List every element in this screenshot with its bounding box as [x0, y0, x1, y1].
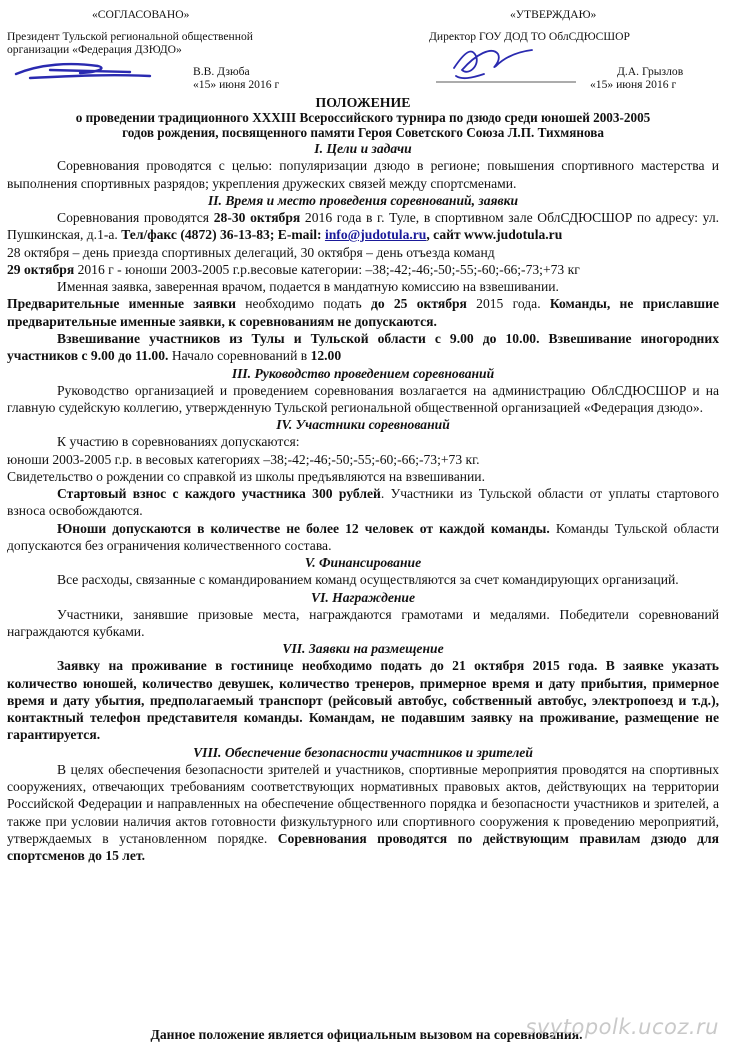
prelim-warning: Команды, не приславшие предварительные именные заявки, к соревнованиям не допускаются. [7, 296, 719, 329]
weigh-in-times: Взвешивание участников из Тулы и Тульской области с 9.00 до 10.00. Взвешивание иногородних участников с 9.00 до 11.00. [7, 331, 719, 364]
approval-left-label: «СОГЛАСОВАНО» [92, 8, 190, 21]
approver-left-name: В.В. Дзюба [193, 65, 250, 78]
section-1-text: Соревнования проводятся с целью: популяризации дзюдо в регионе; повышения спортивного мастерства и выполнения спортивных разрядов; укрепления дружеских связей между спортсменами. [7, 158, 719, 191]
section-7-text: Заявку на проживание в гостинице необходимо подать до 21 октября 2015 года. В заявке указать количество юношей, количество девушек, количество тренеров, примерное время и дату прибытия, примерное время и дату убытия, предполагаемый транспорт (рейсовый автобус, собственный автобус, электропоезд и т.д.), контактный телефон представителя команды. Командам, не подавшим заявку на проживание, размещение не гарантируется. [7, 658, 719, 743]
prelim-deadline: до 25 октября [370, 296, 467, 312]
arrival-line: 28 октября – день приезда спортивных делегаций, 30 октября – день отъезда команд [7, 244, 495, 260]
prelim-mid: необходимо подать [235, 296, 371, 312]
competition-day-categories: 2016 г - юноши 2003-2005 г.р.весовые категории: –38;-42;-46;-50;-55;-60;-66;-73;+73 кг [74, 261, 580, 277]
venue-contacts: Тел/факс (4872) 36-13-83; E-mail: [121, 227, 325, 243]
named-application-text: Именная заявка, заверенная врачом, подается в мандатную комиссию на взвешивании. [57, 279, 559, 295]
right-signature-icon [432, 40, 582, 86]
document-subtitle-line2: годов рождения, посвященного памяти Героя Советского Союза Л.П. Тихмянова [122, 124, 604, 140]
section-8-rules: Соревнования проводятся по действующим правилам дзюдо для спортсменов до 15 лет. [7, 830, 719, 864]
site-watermark: svytopolk.ucoz.ru [525, 1015, 719, 1039]
entry-fee-bold: Стартовый взнос с каждого участника 300 рублей [57, 486, 381, 502]
entry-fee-rest: . Участники из Тульской области от уплаты стартового взноса освобождаются. [7, 486, 719, 519]
section-3-text: Руководство организацией и проведением соревнования возлагается на администрацию ОблСДЮСШОР и на главную судейскую коллегию, утвержденную Тульской региональной общественной организацией «Федерация дзюдо». [7, 382, 719, 415]
section-4-line1: К участию в соревнованиях допускаются: [57, 434, 300, 450]
approval-right-label: «УТВЕРЖДАЮ» [510, 8, 597, 21]
left-signature-icon [10, 56, 160, 86]
section-6-text: Участники, занявшие призовые места, награждаются грамотами и медалями. Победители соревнований награждаются кубками. [7, 606, 719, 639]
section-5-heading: V. Финансирование [304, 555, 422, 571]
entry-fee-text [7, 485, 719, 520]
document-title: ПОЛОЖЕНИЕ [315, 95, 411, 110]
start-time: 12.00 [310, 348, 342, 364]
section-4-heading: IV. Участники соревнований [276, 417, 450, 433]
team-limit-bold: Юноши допускаются в количестве не более 12 человек от каждой команды. [57, 520, 550, 536]
venue-text-b: 2016 года в г. Туле, в спортивном зале ОблСДЮСШОР по адресу: ул. Пушкинская, д.1-а. [7, 209, 720, 243]
section-3-heading: III. Руководство проведением соревнований [231, 365, 495, 381]
prelim-year: 2015 года. [466, 296, 550, 312]
section-1-heading: I. Цели и задачи [314, 141, 412, 157]
section-6-heading: VI. Награждение [311, 589, 415, 605]
approver-left-org-line1: Президент Тульской региональной общественной [7, 30, 253, 43]
section-5-text: Все расходы, связанные с командированием команд осуществляются за счет командирующих организаций. [57, 572, 679, 588]
team-limit-rest: Команды Тульской области допускаются без ограничения количественного состава. [7, 520, 719, 554]
competition-day-date: 29 октября [7, 261, 75, 277]
approver-right-date: «15» июня 2016 г [590, 78, 677, 91]
footer-note: Данное положение является официальным вызовом на соревнования. [150, 1027, 583, 1042]
section-2-venue [7, 209, 719, 244]
section-7-heading: VII. Заявки на размещение [282, 641, 444, 657]
venue-text-a: Соревнования проводятся [57, 209, 214, 225]
approver-left-org-line2: организации «Федерация ДЗЮДО» [7, 43, 182, 56]
venue-site: , сайт www.judotula.ru [426, 227, 563, 243]
email-link[interactable]: info@judotula.ru [324, 227, 427, 243]
prelim-bold-1: Предварительные именные заявки [7, 296, 236, 312]
document-subtitle-line1: о проведении традиционного XXXIII Всероссийского турнира по дзюдо среди юношей 2003-2005 [75, 109, 651, 125]
weigh-in-text [7, 330, 719, 365]
team-limit-text [7, 520, 719, 555]
section-8-body: В целях обеспечения безопасности зрителей и участников, спортивные мероприятия проводятся на спортивных сооружениях, отвечающих требованиям соответствующих нормативных правовых актов, действующих на территории Российской Федерации и направленных на обеспечение общественного порядка и безопасности участников и зрителей, а также при условии наличия актов готовности физкультурного или спортивного сооружения к проведению мероприятий, утверждаемых в установленном порядке. [7, 761, 719, 846]
start-time-label: Начало соревнований в [168, 348, 311, 364]
venue-dates: 28-30 октября [213, 209, 301, 225]
section-8-heading: VIII. Обеспечение безопасности участников и зрителей [193, 744, 533, 760]
competition-day-line [7, 261, 719, 278]
preliminary-application-text [7, 295, 719, 330]
approver-right-name: Д.А. Грызлов [617, 65, 684, 78]
section-4-line3: Свидетельство о рождении со справкой из школы предъявляются на взвешивании. [7, 468, 485, 484]
section-4-line2: юноши 2003-2005 г.р. в весовых категориях –38;-42;-46;-50;-55;-60;-66;-73;+73 кг. [7, 451, 480, 467]
section-2-heading: II. Время и место проведения соревнований, заявки [207, 192, 519, 208]
approver-right-org: Директор ГОУ ДОД ТО ОблСДЮСШОР [429, 30, 630, 43]
approver-left-date: «15» июня 2016 г [193, 78, 280, 91]
document-body [7, 96, 719, 864]
section-8-text [7, 761, 719, 865]
